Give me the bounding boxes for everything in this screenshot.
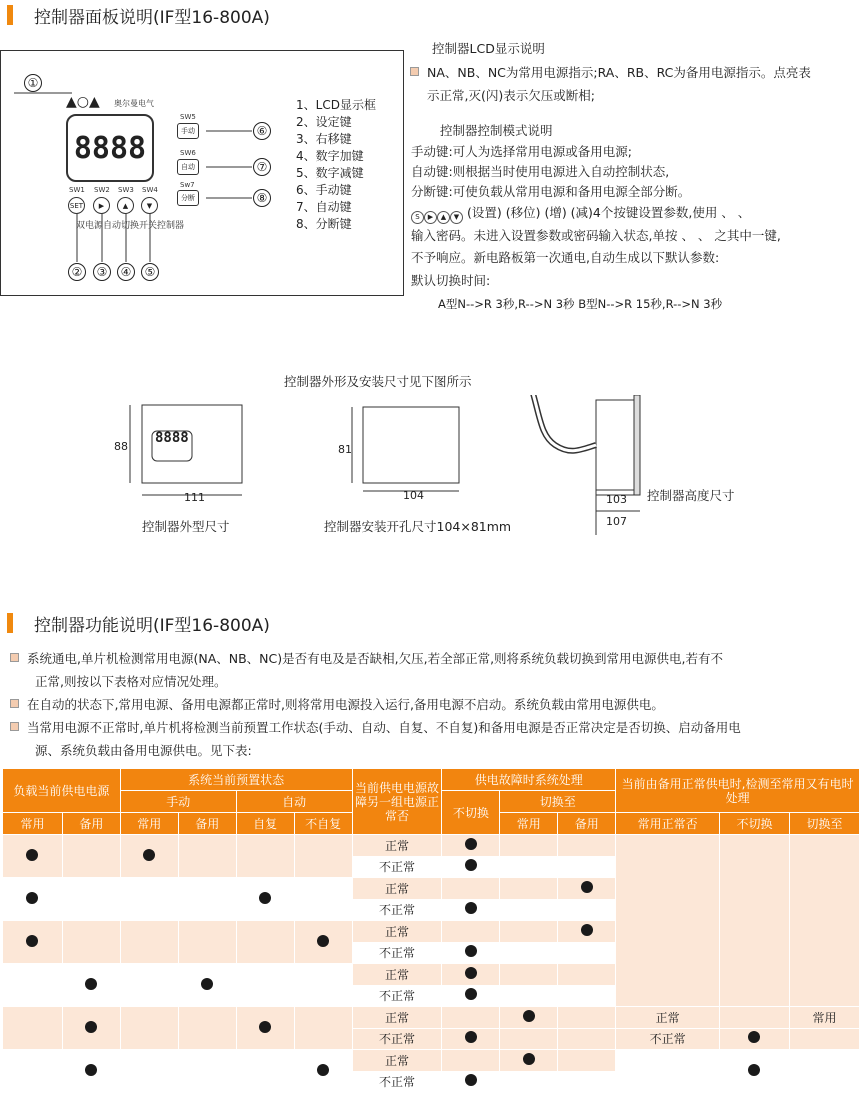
callout-5: ⑤ <box>141 263 159 281</box>
header-preset: 系统当前预置状态 <box>120 769 352 791</box>
dim-103: 103 <box>606 493 627 506</box>
auto-button[interactable]: 自动 <box>177 159 199 175</box>
sub-backup: 备用 <box>62 813 120 835</box>
cap-cutout: 控制器安装开孔尺寸104×81mm <box>324 519 512 534</box>
mode-desc-line: 分断键:可使负载从常用电源和备用电源全部分断。 <box>411 184 691 199</box>
mode-noresp-line: 不予响应。新电路板第一次通电,自动生成以下默认参数: <box>411 250 720 265</box>
dot <box>748 1064 760 1076</box>
bullet-icon <box>410 67 419 76</box>
dot <box>581 881 593 893</box>
manual-button[interactable]: 手动 <box>177 123 199 139</box>
para-3b: 源、系统负载由备用电源供电。见下表: <box>35 743 252 758</box>
up-arrow-icon: ▲ <box>437 211 450 224</box>
break-button[interactable]: 分断 <box>177 190 199 206</box>
para-text: 当常用电源不正常时,单片机将检测当前预置工作状态(手动、自动、自复、不自复)和备用电源是否正常决定是否切换、启动备用电 <box>27 720 741 735</box>
mode-keys-text: (设置) (移位) (增) (减)4个按键设置参数,使用 、 、 <box>466 205 751 220</box>
dot <box>259 892 271 904</box>
header-restore: 当前由备用正常供电时,检测至常用又有电时处理 <box>616 769 860 813</box>
section-title: 控制器面板说明(IF型16-800A) <box>34 8 270 28</box>
mode-keys-line <box>411 202 750 224</box>
dot <box>26 849 38 861</box>
dot <box>143 849 155 861</box>
legend-item: 6、手动键 <box>296 183 352 197</box>
callout-8: ⑧ <box>253 189 271 207</box>
dim-111: 111 <box>184 491 205 504</box>
legend-item: 8、分断键 <box>296 217 352 231</box>
brand-logo: ▲○▲ <box>66 94 100 110</box>
dot <box>465 945 477 957</box>
dot <box>85 978 97 990</box>
para-text: 在自动的状态下,常用电源、备用电源都正常时,则将常用电源投入运行,备用电源不启动。系统负载由常用电源供电。 <box>27 697 664 712</box>
state-cell: 不正常 <box>352 1028 442 1050</box>
callout-1: ① <box>24 74 42 92</box>
state-cell: 不正常 <box>352 942 442 964</box>
sub-r-noswitch: 不切换 <box>720 813 790 835</box>
dot <box>465 1074 477 1086</box>
dot <box>317 935 329 947</box>
lcd-display: 8888 <box>66 114 154 182</box>
state-cell: 正常 <box>352 964 442 986</box>
set-button[interactable]: SET <box>68 197 85 214</box>
legend-item: 3、右移键 <box>296 132 352 146</box>
table-row <box>3 1050 860 1072</box>
dot <box>85 1021 97 1033</box>
callout-6: ⑥ <box>253 122 271 140</box>
bullet-icon <box>10 699 19 708</box>
function-table <box>2 768 860 1093</box>
dim-88: 88 <box>114 440 128 453</box>
legend-item: 7、自动键 <box>296 200 352 214</box>
state-cell: 不正常 <box>352 856 442 878</box>
callout-7: ⑦ <box>253 158 271 176</box>
dim-81: 81 <box>338 443 352 456</box>
restore-state-cell: 正常 <box>616 1007 720 1029</box>
mode-desc-title: 控制器控制模式说明 <box>440 123 553 138</box>
restore-switch-cell: 常用 <box>789 1007 859 1029</box>
sub-r-switchto: 切换至 <box>789 813 859 835</box>
header-manual: 手动 <box>120 791 236 813</box>
sub-r-normal: 常用正常否 <box>616 813 720 835</box>
para-3 <box>10 717 741 739</box>
callout-3: ③ <box>93 263 111 281</box>
state-cell: 不正常 <box>352 899 442 921</box>
dot <box>465 902 477 914</box>
section-title: 控制器功能说明(IF型16-800A) <box>34 616 270 636</box>
sub-manual-normal: 常用 <box>120 813 178 835</box>
section-marker <box>7 613 13 633</box>
dot <box>26 935 38 947</box>
dot <box>26 892 38 904</box>
down-arrow-icon: ▼ <box>450 211 463 224</box>
dot <box>465 838 477 850</box>
cap-height: 控制器高度尺寸 <box>647 488 735 503</box>
dim-104: 104 <box>403 489 424 502</box>
mode-pw-line: 输入密码。未进入设置参数或密码输入状态,单按 、 、 之其中一键, <box>411 228 781 243</box>
table-row <box>3 835 860 857</box>
state-cell: 不正常 <box>352 985 442 1007</box>
sw2-label: SW2 <box>94 186 110 194</box>
dot <box>523 1010 535 1022</box>
controller-footer: 双电源自动切换开关控制器 <box>76 221 185 231</box>
down-arrow-icon[interactable]: ▼ <box>141 197 158 214</box>
state-cell: 正常 <box>352 835 442 857</box>
state-cell: 正常 <box>352 921 442 943</box>
sw5-label: SW5 <box>180 113 196 121</box>
dot <box>523 1053 535 1065</box>
callout-2: ② <box>68 263 86 281</box>
lcd-desc-title: 控制器LCD显示说明 <box>432 41 545 56</box>
dot <box>465 988 477 1000</box>
state-cell: 正常 <box>352 878 442 900</box>
dot <box>748 1031 760 1043</box>
bullet-icon <box>10 722 19 731</box>
header-load: 负载当前供电电源 <box>3 769 121 813</box>
dims-caption: 控制器外形及安装尺寸见下图所示 <box>284 374 472 389</box>
dot <box>581 924 593 936</box>
para-1b: 正常,则按以下表格对应情况处理。 <box>35 674 227 689</box>
lcd-desc-text: NA、NB、NC为常用电源指示;RA、RB、RC为备用电源指示。点亮表 <box>427 65 811 80</box>
brand-name: 奥尔曼电气 <box>114 99 154 108</box>
para-2 <box>10 694 664 716</box>
dot <box>465 1031 477 1043</box>
sub-sw-backup: 备用 <box>558 813 616 835</box>
mode-desc-line: 手动键:可人为选择常用电源或备用电源; <box>411 144 632 159</box>
header-auto: 自动 <box>236 791 352 813</box>
dot <box>465 859 477 871</box>
sw3-label: SW3 <box>118 186 134 194</box>
sw6-label: SW6 <box>180 149 196 157</box>
sub-noself: 不自复 <box>294 813 352 835</box>
table-row <box>3 1007 860 1029</box>
right-arrow-icon[interactable]: ▶ <box>93 197 110 214</box>
para-1 <box>10 648 723 670</box>
sub-sw-normal: 常用 <box>500 813 558 835</box>
para-text: 系统通电,单片机检测常用电源(NA、NB、NC)是否有电及是否缺相,欠压,若全部正常,则将系统负载切换到常用电源供电,若有不 <box>27 651 724 666</box>
default-values: A型N-->R 3秒,R-->N 3秒 B型N-->R 15秒,R-->N 3秒 <box>438 297 723 311</box>
up-arrow-icon[interactable]: ▲ <box>117 197 134 214</box>
cap-outline: 控制器外型尺寸 <box>142 519 230 534</box>
restore-state-cell: 不正常 <box>616 1028 720 1050</box>
state-cell: 正常 <box>352 1050 442 1072</box>
default-label: 默认切换时间: <box>411 273 491 288</box>
outline-lcd: 8888 <box>155 430 189 446</box>
lcd-desc-line1 <box>410 62 811 84</box>
dot <box>317 1064 329 1076</box>
sub-normal: 常用 <box>3 813 63 835</box>
dot <box>201 978 213 990</box>
dot <box>259 1021 271 1033</box>
sub-manual-backup: 备用 <box>178 813 236 835</box>
sw7-label: Sw7 <box>180 181 195 189</box>
sub-self: 自复 <box>236 813 294 835</box>
mode-desc-line: 自动键:则根据当时使用电源进入自动控制状态, <box>411 164 670 179</box>
bullet-icon <box>10 653 19 662</box>
state-cell: 正常 <box>352 1007 442 1029</box>
header-switchto: 切换至 <box>500 791 616 813</box>
dim-107: 107 <box>606 515 627 528</box>
state-cell: 不正常 <box>352 1071 442 1093</box>
legend-item: 1、LCD显示框 <box>296 98 376 112</box>
sw4-label: SW4 <box>142 186 158 194</box>
legend-item: 2、设定键 <box>296 115 352 129</box>
set-icon: S <box>411 211 424 224</box>
header-fault: 供电故障时系统处理 <box>442 769 616 791</box>
dot <box>85 1064 97 1076</box>
header-noswitch: 不切换 <box>442 791 500 835</box>
dot <box>465 967 477 979</box>
lcd-desc-line2: 示正常,灭(闪)表示欠压或断相; <box>427 88 595 103</box>
legend-item: 5、数字减键 <box>296 166 364 180</box>
header-other: 当前供电电源故障另一组电源正常否 <box>352 769 442 835</box>
sw1-label: SW1 <box>69 186 85 194</box>
callout-4: ④ <box>117 263 135 281</box>
right-arrow-icon: ▶ <box>424 211 437 224</box>
legend-item: 4、数字加键 <box>296 149 364 163</box>
